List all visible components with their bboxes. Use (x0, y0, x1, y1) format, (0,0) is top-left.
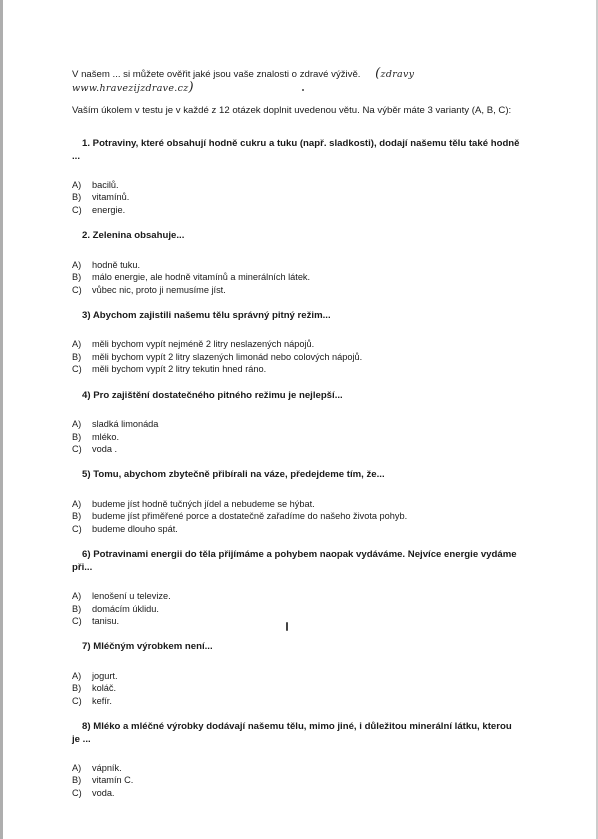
answer-letter: B) (72, 431, 82, 442)
answer-option (72, 418, 522, 430)
question-text: 3) Abychom zajistili našemu tělu správný pitný režim... (82, 309, 331, 321)
answer-letter: C) (72, 443, 82, 454)
answer-text: vitamín C. (92, 775, 134, 786)
answer-option (72, 787, 522, 799)
answer-letter: A) (72, 339, 82, 350)
answer-letter: B) (72, 272, 82, 283)
answer-option (72, 284, 522, 296)
answer-letter: A) (72, 498, 82, 509)
answer-option (72, 191, 522, 203)
answer-letter: B) (72, 351, 82, 362)
handwritten-note: (zdravy www.hravezijzdrave.cz) (72, 66, 415, 95)
answer-option (72, 523, 522, 535)
question-text: 6) Potravinami energii do těla přijímáme a pohybem naopak vydáváme. Nejvíce energie vydáme při... (72, 549, 517, 573)
question-block (72, 549, 522, 627)
answer-option (72, 351, 522, 363)
answer-option (72, 443, 522, 455)
answer-option (72, 695, 522, 707)
scan-speck (286, 622, 288, 631)
answer-letter: B) (72, 683, 82, 694)
question-text: 5) Tomu, abychom zbytečně přibírali na váze, předejdeme tím, že... (82, 469, 385, 481)
scan-speck (302, 89, 304, 91)
answer-letter: C) (72, 523, 82, 534)
answer-text: budeme jíst přiměřené porce a dostatečně zařadíme do našeho života pohyb. (92, 511, 408, 522)
answer-option (72, 774, 522, 786)
question-block (72, 138, 522, 216)
answer-letter: A) (72, 419, 82, 430)
intro-line-2: Vaším úkolem v testu je v každé z 12 otázek doplnit uvedenou větu. Na výběr máte 3 varianty (A, B, C): (72, 105, 512, 116)
answer-text: koláč. (92, 683, 117, 694)
answer-text: budeme dlouho spát. (92, 523, 178, 534)
answer-text: budeme jíst hodně tučných jídel a nebudeme se hýbat. (92, 498, 315, 509)
question-text: 8) Mléko a mléčné výrobky dodávají našemu tělu, mimo jiné, i důležitou minerální látku, kterou je ... (72, 721, 512, 745)
answer-text: bacilů. (92, 180, 119, 190)
answer-option (72, 271, 522, 283)
answer-text: měli bychom vypít nejméně 2 litry neslazených nápojů. (92, 339, 315, 350)
answer-letter: A) (72, 763, 82, 774)
intro-line-1 (72, 68, 522, 95)
answer-option (72, 590, 522, 602)
answer-text: voda . (92, 443, 118, 454)
question-text: 4) Pro zajištění dostatečného pitného režimu je nejlepší... (82, 389, 343, 401)
question-block (72, 641, 522, 707)
question-block (72, 390, 522, 456)
answer-text: tanisu. (92, 615, 120, 626)
answer-letter: C) (72, 284, 82, 295)
answer-text: měli bychom vypít 2 litry slazených limonád nebo colových nápojů. (92, 351, 363, 362)
answer-text: energie. (92, 204, 126, 215)
intro-text: V našem ... si můžete ověřit jaké jsou vaše znalosti o zdravé výživě. (72, 69, 361, 80)
answer-letter: B) (72, 603, 82, 614)
answer-option (72, 431, 522, 443)
answer-option (72, 762, 522, 774)
answer-option (72, 363, 522, 375)
answer-text: domácím úklidu. (92, 603, 159, 614)
intro (72, 68, 522, 128)
answer-list (72, 590, 522, 627)
answer-letter: A) (72, 670, 82, 681)
answer-option (72, 615, 522, 627)
answer-option (72, 498, 522, 510)
scan-edge-left (0, 0, 3, 839)
answer-option (72, 603, 522, 615)
handwritten-text: zdravy www.hravezijzdrave.cz (72, 69, 415, 94)
answer-list (72, 762, 522, 799)
question-block (72, 310, 522, 376)
answer-letter: C) (72, 364, 82, 375)
answer-text: málo energie, ale hodně vitamínů a minerálních látek. (92, 272, 311, 283)
answer-option (72, 338, 522, 350)
answer-letter: B) (72, 775, 82, 786)
answer-text: sladká limonáda (92, 419, 159, 430)
answer-text: vůbec nic, proto ji nemusíme jíst. (92, 284, 226, 295)
answer-text: vápník. (92, 763, 122, 774)
answer-letter: A) (72, 591, 82, 602)
answer-option (72, 259, 522, 271)
answer-list (72, 338, 522, 375)
question-block (72, 469, 522, 535)
answer-text: hodně tuku. (92, 259, 141, 270)
answer-letter: A) (72, 259, 82, 270)
answer-text: lenošení u televize. (92, 591, 171, 602)
answer-text: kefír. (92, 695, 112, 706)
answer-option (72, 510, 522, 522)
answer-list (72, 418, 522, 455)
question-block (72, 721, 522, 799)
answer-letter: B) (72, 192, 82, 203)
answer-letter: B) (72, 511, 82, 522)
answer-text: měli bychom vypít 2 litry tekutin hned ráno. (92, 364, 267, 375)
answer-letter: C) (72, 787, 82, 798)
answer-list (72, 670, 522, 707)
answer-text: voda. (92, 787, 115, 798)
answer-text: vitamínů. (92, 192, 130, 203)
question-text: 2. Zelenina obsahuje... (82, 230, 185, 242)
answer-letter: C) (72, 695, 82, 706)
answer-list (72, 179, 522, 216)
question-block (72, 230, 522, 296)
answer-option (72, 682, 522, 694)
answer-option (72, 179, 522, 191)
answer-text: jogurt. (92, 670, 118, 681)
answer-letter: C) (72, 204, 82, 215)
question-list (72, 138, 522, 813)
answer-list (72, 498, 522, 535)
question-text: 1. Potraviny, které obsahují hodně cukru a tuku (např. sladkosti), dodají našemu tělu také hodně ... (72, 138, 520, 162)
answer-text: mléko. (92, 431, 120, 442)
answer-option (72, 670, 522, 682)
answer-letter: C) (72, 615, 82, 626)
answer-option (72, 204, 522, 216)
answer-list (72, 259, 522, 296)
question-text: 7) Mléčným výrobkem není... (82, 641, 213, 653)
answer-letter: A) (72, 180, 82, 190)
